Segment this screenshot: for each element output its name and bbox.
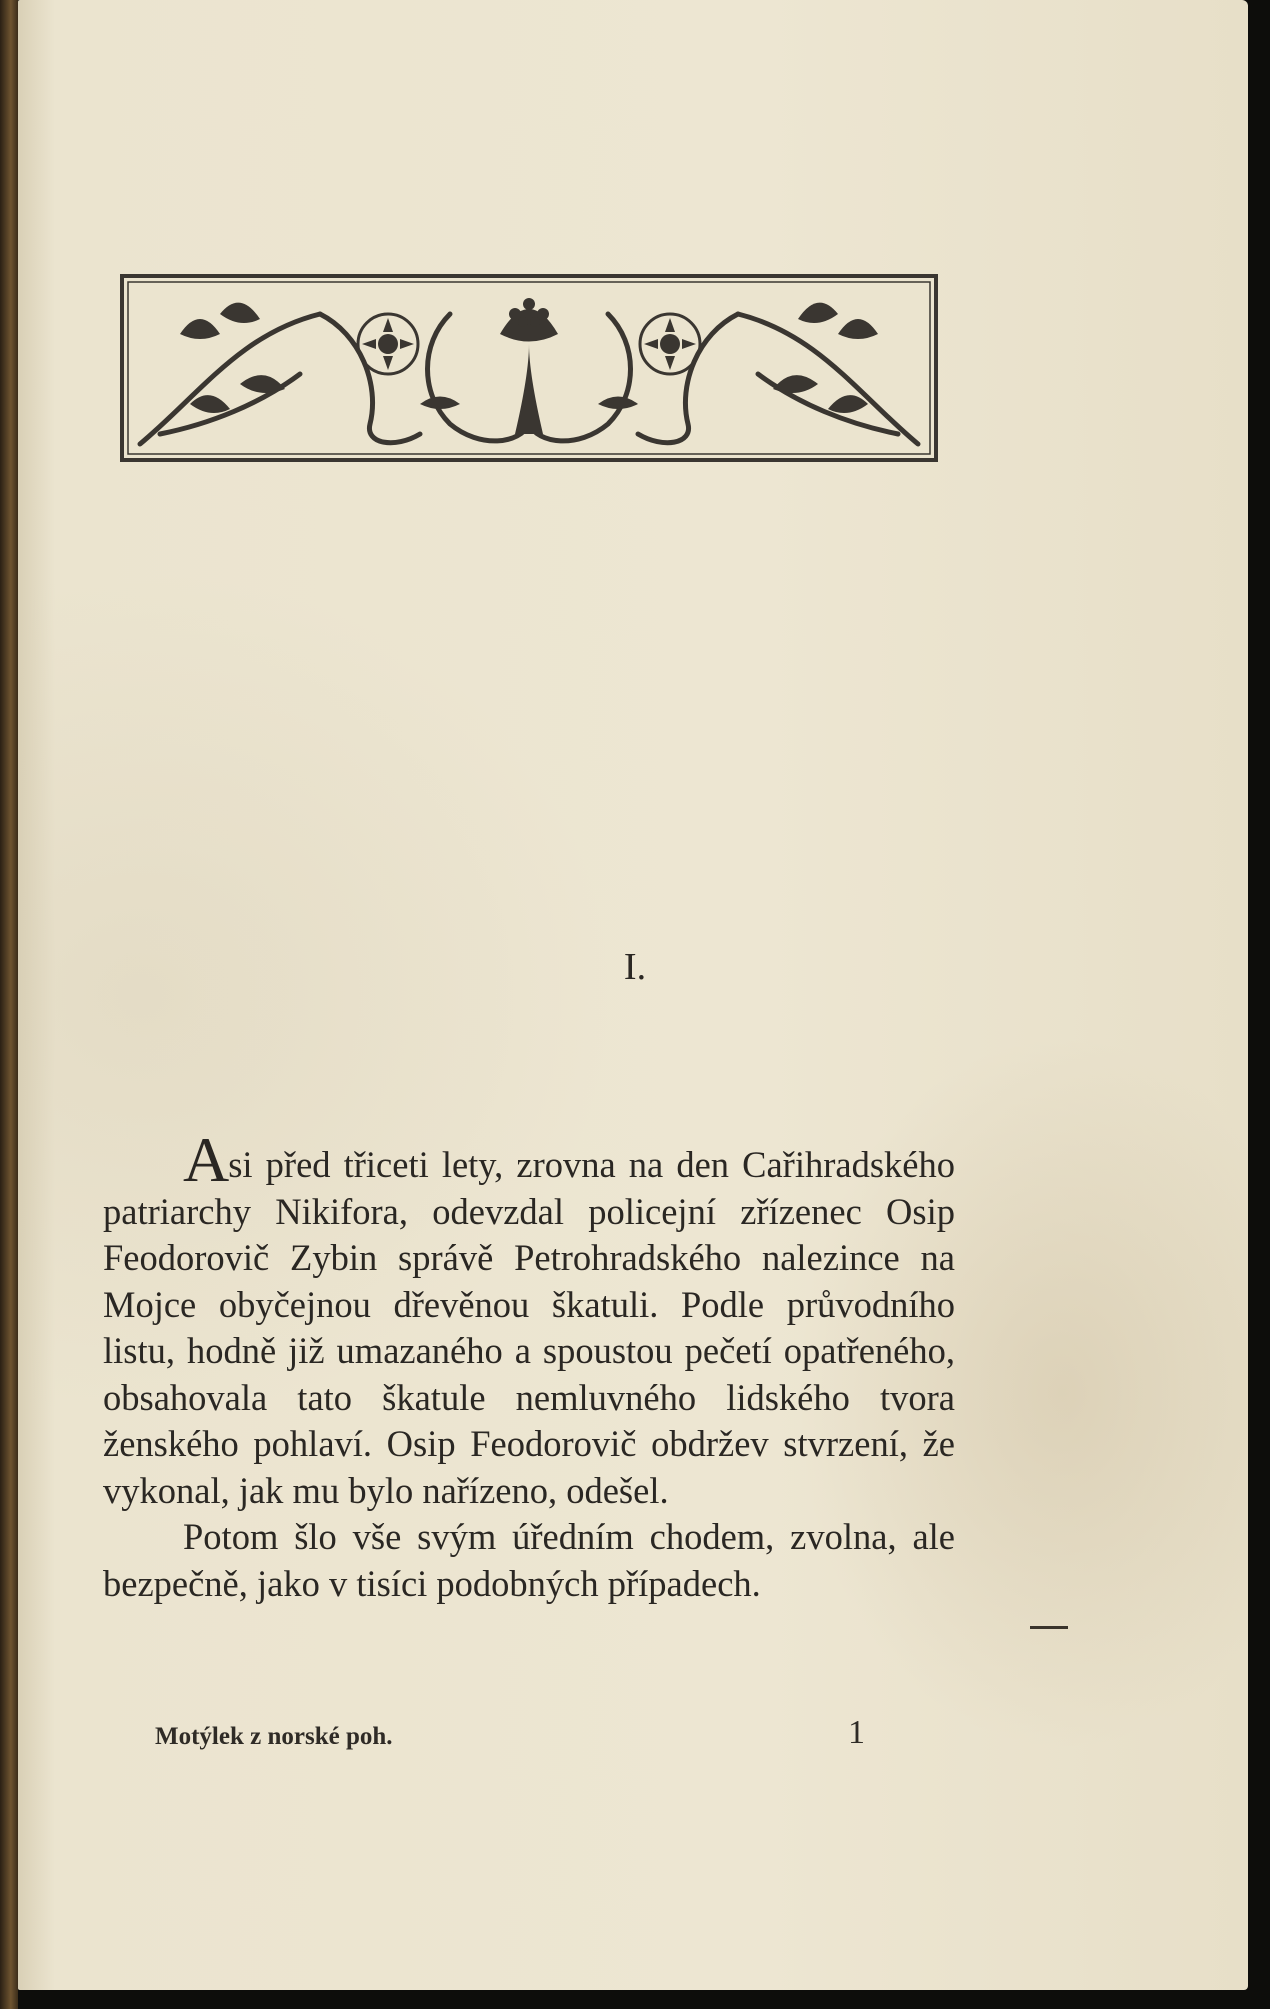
body-text bbox=[103, 1124, 955, 1607]
page-number: 1 bbox=[848, 1714, 865, 1751]
paragraph-2: Potom šlo vše svým úředním chodem, zvolna, ale bezpečně, jako v tisíci podobných případech. bbox=[103, 1516, 955, 1604]
signature-mark: Motýlek z norské poh. bbox=[155, 1723, 393, 1750]
book-spine-edge bbox=[0, 0, 18, 2009]
margin-dash bbox=[1030, 1626, 1068, 1629]
drop-cap: A bbox=[183, 1124, 229, 1195]
paragraph-1 bbox=[103, 1124, 955, 1514]
paragraph-1-text: si před třiceti lety, zrovna na den Cařihradského patriarchy Nikifora, odevzdal policejní zřízenec Osip Feodorovič Zybin správě Petrohradského nalezince na Mojce obyčejnou dřevěnou škatuli. Podle průvodního listu, hodně již umazaného a spoustou pečetí opatřeného, obsahovala tato škatule nemluvného lidského tvora ženského pohlaví. Osip Feodorovič obdržev stvrzení, že vykonal, jak mu bylo nařízeno, odešel. bbox=[103, 1144, 955, 1511]
chapter-number: I. bbox=[623, 946, 647, 988]
floral-headpiece-ornament-icon bbox=[120, 274, 938, 462]
